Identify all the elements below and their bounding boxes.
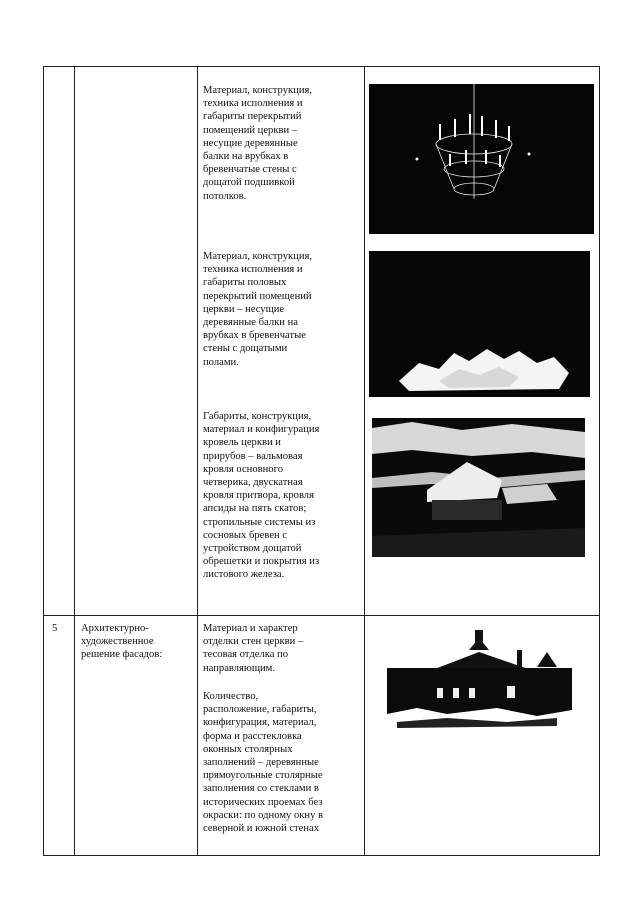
col-divider-2 xyxy=(197,66,198,856)
table-left-border xyxy=(43,66,44,856)
floor-description: Материал, конструкция, техника исполнения и габариты половых перекрытий помещений церкви – несущие деревянные балки на врубках в бревенчатые стены с дощатыми полами. xyxy=(203,251,313,368)
row-number: 5 xyxy=(52,623,58,634)
table-top-border xyxy=(43,66,600,67)
col-divider-1 xyxy=(74,66,75,856)
table-right-border xyxy=(599,66,600,856)
floor-photo xyxy=(369,251,590,397)
roof-description: Габариты, конструкция, материал и конфигурация кровель церкви и прирубов – вальмовая кровля основного четверика, двускатная кровля притвора, кровля апсиды на пять скатов; стропильные системы из сосновых бревен с устройством дощатой обрешетки и покрытия из листового железа. xyxy=(203,411,320,581)
row-name: Архитектурно- художественное решение фасадов: xyxy=(81,623,163,661)
chandelier-photo xyxy=(369,84,594,234)
row-divider xyxy=(43,615,600,616)
wall-finish-description: Материал и характер отделки стен церкви – тесовая отделка по направляющим. xyxy=(203,623,304,674)
roof-photo xyxy=(372,418,585,557)
facade-photo xyxy=(387,622,572,736)
ceiling-description: Материал, конструкция, техника исполнения и габариты перекрытий помещений церкви – несущие деревянные балки на врубках в бревенчатые стены с дощатой подшивкой потолков. xyxy=(203,85,313,202)
table-bottom-border xyxy=(43,855,600,856)
col-divider-3 xyxy=(364,66,365,856)
windows-description: Количество, расположение, габариты, конфигурация, материал, форма и расстекловка оконных столярных заполнений – деревянные прямоугольные столярные заполнения со стеклами в исторических проемах без окраски: по одному окну в северной и южной стенах xyxy=(203,691,324,835)
